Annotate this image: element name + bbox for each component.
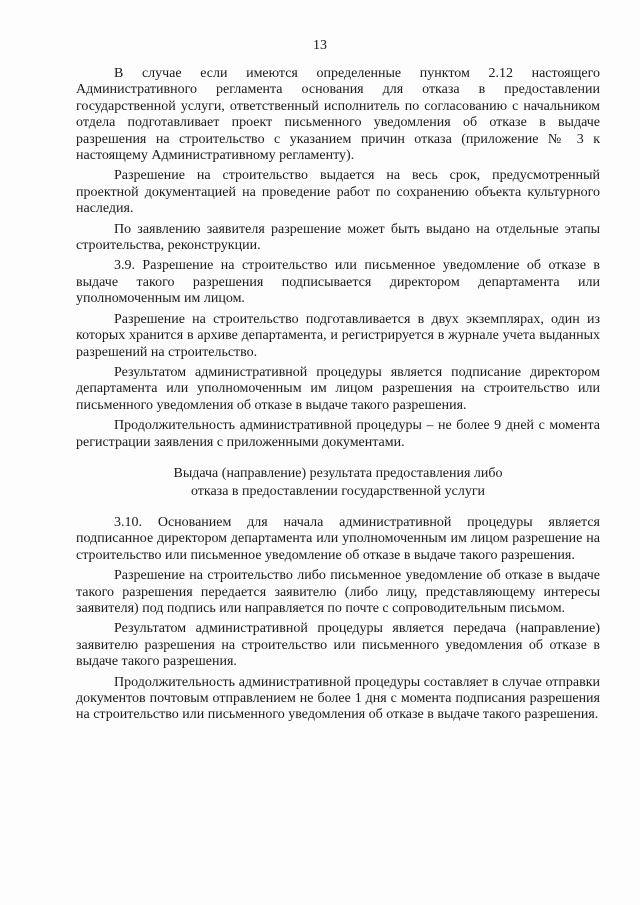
paragraph-two-copies: Разрешение на строительство подготавливается в двух экземплярах, один из которых хранится в архиве департамента, и регистрируется в журнале учета выданных разрешений на строительство. bbox=[76, 311, 600, 360]
paragraph-permit-term: Разрешение на строительство выдается на весь срок, предусмотренный проектной документацией на проведение работ по сохранению объекта культурного наследия. bbox=[76, 168, 600, 217]
paragraph-result-delivery: Результатом административной процедуры является передача (направление) заявителю разрешения на строительство или письменного уведомления об отказе в выдаче такого разрешения. bbox=[76, 621, 600, 670]
document-body bbox=[76, 66, 600, 728]
section-heading-line-2: отказа в предоставлении государственной услуги bbox=[190, 483, 486, 499]
paragraph-duration-9-days: Продолжительность административной процедуры – не более 9 дней с момента регистрации заявления с приложенными документами. bbox=[76, 418, 600, 450]
paragraph-stages: По заявлению заявителя разрешение может быть выдано на отдельные этапы строительства, реконструкции. bbox=[76, 221, 600, 254]
paragraph-refusal-notice: В случае если имеются определенные пунктом 2.12 настоящего Административного регламента основания для отказа в предоставлении государственной услуги, ответственный исполнитель по согласованию с начальником отдела подготавливает проект письменного уведомления об отказе в выдаче разрешения на строительство с указанием причин отказа (приложение № 3 к настоящему Административному регламенту). bbox=[76, 66, 600, 164]
paragraph-3-9: 3.9. Разрешение на строительство или письменное уведомление об отказе в выдаче такого разрешения подписывается директором департамента или уполномоченным им лицом. bbox=[76, 258, 600, 307]
paragraph-3-10: 3.10. Основанием для начала административной процедуры является подписанное директором департамента или уполномоченным им лицом разрешение на строительство или письменное уведомление об отказе в выдаче такого разрешения. bbox=[76, 514, 600, 563]
page-number: 13 bbox=[313, 38, 327, 53]
paragraph-delivery: Разрешение на строительство либо письменное уведомление об отказе в выдаче такого разрешения передается заявителю (либо лицу, представляющему интересы заявителя) под подпись или направляется по почте с сопроводительным письмом. bbox=[76, 568, 600, 616]
paragraph-duration-1-day: Продолжительность административной процедуры составляет в случае отправки документов почтовым отправлением не более 1 дня с момента подписания разрешения на строительство или письменного уведомления об отказе в выдаче такого разрешения. bbox=[76, 674, 600, 723]
section-heading-line-1: Выдача (направление) результата предоставления либо bbox=[173, 465, 503, 481]
paragraph-result-signing: Результатом административной процедуры является подписание директором департамента или уполномоченным им лицом разрешения на строительство или письменного уведомления об отказе в выдаче такого разрешения. bbox=[76, 364, 600, 413]
section-heading bbox=[76, 465, 600, 501]
